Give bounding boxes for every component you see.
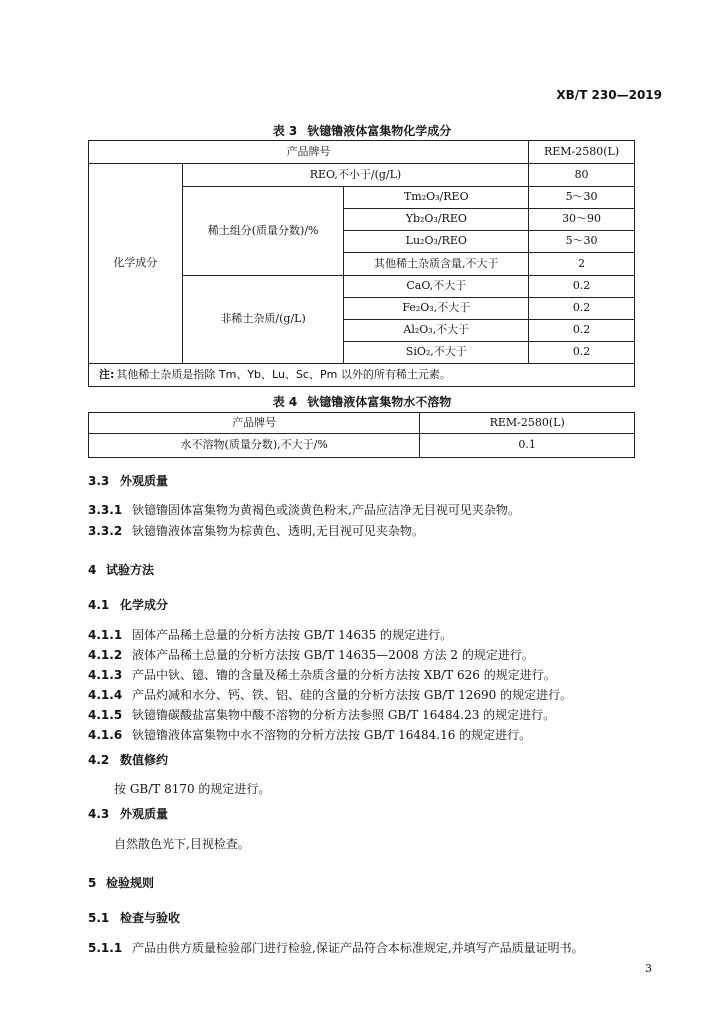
table3-nonre-group-label: 非稀土杂质/(g/L) [182, 276, 344, 364]
table4-row-label: 水不溶物(质量分数),不大于/% [89, 434, 420, 458]
section-heading [88, 472, 168, 490]
clause-text: 产品由供方质量检验部门进行检验,保证产品符合本标准规定,并填写产品质量证明书。 [132, 941, 584, 955]
clause-text: 产品灼减和水分、钙、铁、铝、硅的含量的分析方法按 GB/T 12690 的规定进行。 [132, 688, 573, 702]
table3-caption [0, 122, 724, 139]
clause [88, 626, 452, 644]
table3-nonre-value: 0.2 [529, 320, 635, 342]
clause-number: 3.3.2 [88, 524, 123, 538]
section-title: 检验规则 [106, 876, 155, 890]
table3-nonre-item: Al₂O₃,不大于 [344, 320, 529, 342]
table3-reo-value: 80 [529, 164, 635, 187]
table3-note [89, 364, 635, 387]
section-title: 外观质量 [120, 474, 169, 488]
table3-re-item: Tm₂O₃/REO [344, 187, 529, 209]
clause-text: 钬镱镥碳酸盐富集物中酸不溶物的分析方法参照 GB/T 16484.23 的规定进行。 [132, 708, 556, 722]
clause [88, 939, 584, 957]
table4-row-value: 0.1 [420, 434, 635, 458]
section-title: 数值修约 [120, 753, 169, 767]
table3-nonre-item: CaO,不大于 [344, 276, 529, 298]
clause [88, 501, 520, 519]
table3-re-item: 其他稀土杂质含量,不大于 [344, 253, 529, 276]
table3-nonre-value: 0.2 [529, 342, 635, 364]
section-number: 4.1 [88, 598, 110, 612]
table4-brand-value: REM-2580(L) [420, 413, 635, 434]
table3-re-value: 2 [529, 253, 635, 276]
clause-text: 液体产品稀土总量的分析方法按 GB/T 14635—2008 方法 2 的规定进行。 [132, 648, 534, 662]
paragraph: 自然散色光下,目视检查。 [114, 837, 250, 851]
standard-code: XB/T 230—2019 [556, 88, 662, 102]
table3-re-value: 5～30 [529, 187, 635, 209]
paragraph: 按 GB/T 8170 的规定进行。 [114, 782, 271, 796]
section-title: 化学成分 [120, 598, 169, 612]
section-heading [88, 751, 168, 769]
clause-number: 4.1.6 [88, 728, 123, 742]
section-heading [88, 561, 154, 579]
section-heading [88, 805, 168, 823]
section-heading [88, 596, 168, 614]
table3-nonre-value: 0.2 [529, 276, 635, 298]
table3-reo-label: REO,不小于/(g/L) [182, 164, 528, 187]
clause [88, 666, 556, 684]
table3-re-value: 5～30 [529, 231, 635, 253]
section-title: 外观质量 [120, 807, 169, 821]
clause [88, 646, 534, 664]
table3-caption-title: 钬镱镥液体富集物化学成分 [307, 124, 452, 138]
clause [88, 726, 531, 744]
table3-nonre-item: Fe₂O₃,不大于 [344, 298, 529, 320]
clause-text: 钬镱镥固体富集物为黄褐色或淡黄色粉末,产品应洁净无目视可见夹杂物。 [132, 503, 520, 517]
clause-number: 4.1.4 [88, 688, 123, 702]
clause-number: 4.1.2 [88, 648, 123, 662]
section-number: 4.3 [88, 807, 110, 821]
clause-number: 3.3.1 [88, 503, 123, 517]
clause-number: 4.1.1 [88, 628, 123, 642]
table3-re-group-label: 稀土组分(质量分数)/% [182, 187, 344, 276]
section-number: 4.2 [88, 753, 110, 767]
clause-text: 钬镱镥液体富集物中水不溶物的分析方法按 GB/T 16484.16 的规定进行。 [132, 728, 532, 742]
page-number: 3 [645, 962, 652, 975]
table3-brand-value: REM-2580(L) [529, 141, 635, 164]
table3-note-label: 注: [99, 367, 115, 381]
clause-text: 钬镱镥液体富集物为棕黄色、透明,无目视可见夹杂物。 [132, 524, 424, 538]
table4-caption-title: 钬镱镥液体富集物水不溶物 [307, 395, 452, 409]
table3-brand-label: 产品牌号 [89, 141, 529, 164]
section-number: 3.3 [88, 474, 110, 488]
clause-text: 固体产品稀土总量的分析方法按 GB/T 14635 的规定进行。 [132, 628, 453, 642]
section-heading [88, 909, 180, 927]
table4-water-insoluble [88, 412, 635, 458]
clause-number: 5.1.1 [88, 941, 123, 955]
clause [88, 686, 572, 704]
table4-caption-number: 表 4 [272, 395, 298, 409]
table3-re-value: 30～90 [529, 209, 635, 231]
clause-number: 4.1.5 [88, 708, 123, 722]
table4-caption [0, 393, 724, 410]
table3-nonre-value: 0.2 [529, 298, 635, 320]
clause [88, 522, 424, 540]
table3-re-item: Yb₂O₃/REO [344, 209, 529, 231]
table3-nonre-item: SiO₂,不大于 [344, 342, 529, 364]
section-number: 5.1 [88, 911, 110, 925]
table3-chemical-composition [88, 140, 635, 387]
clause-text: 产品中钬、镱、镥的含量及稀土杂质含量的分析方法按 XB/T 626 的规定进行。 [132, 668, 556, 682]
table3-note-text: 其他稀土杂质是指除 Tm、Yb、Lu、Sc、Pm 以外的所有稀土元素。 [116, 367, 451, 381]
section-number: 5 [88, 876, 97, 890]
table3-re-item: Lu₂O₃/REO [344, 231, 529, 253]
section-title: 试验方法 [106, 563, 155, 577]
table3-caption-number: 表 3 [272, 124, 298, 138]
table4-brand-label: 产品牌号 [89, 413, 420, 434]
clause-number: 4.1.3 [88, 668, 123, 682]
clause [88, 706, 555, 724]
table3-chem-label: 化学成分 [89, 164, 183, 364]
section-title: 检查与验收 [120, 911, 181, 925]
section-number: 4 [88, 563, 97, 577]
section-heading [88, 874, 154, 892]
